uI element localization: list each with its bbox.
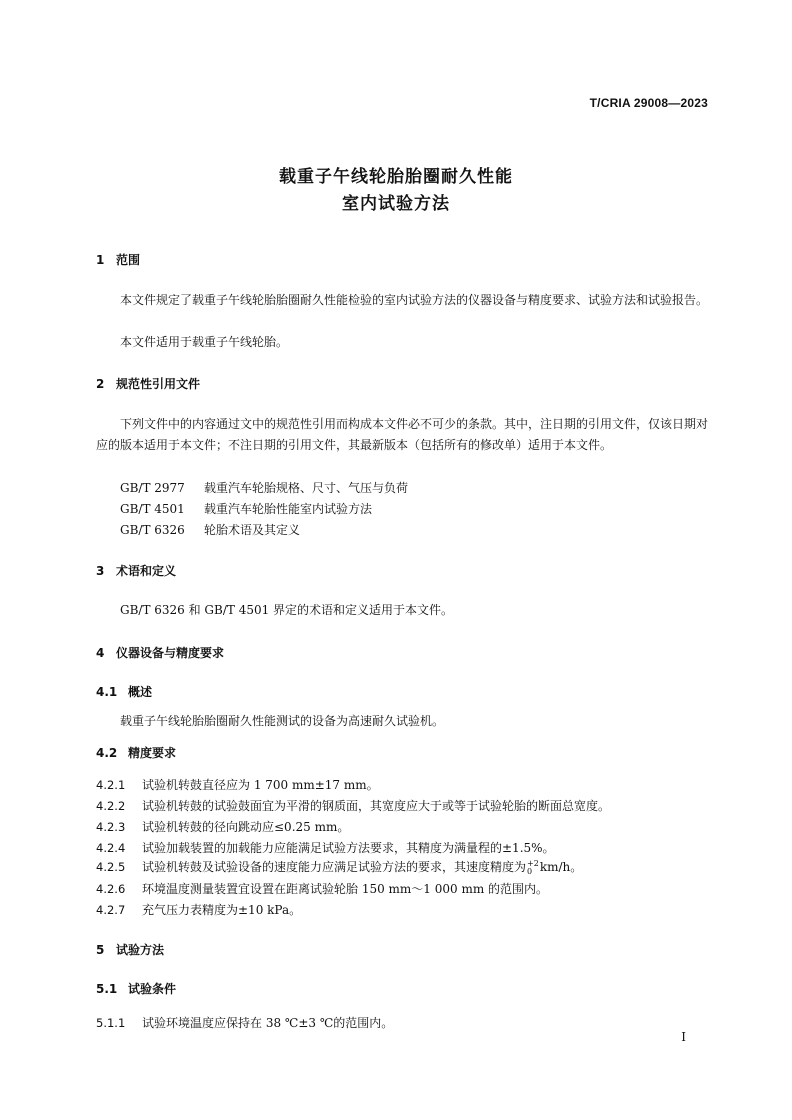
subsection-4-2-heading: [96, 744, 176, 761]
reference-code: GB/T 4501: [120, 502, 185, 516]
clause-text: 试验机转鼓及试验设备的速度能力应满足试验方法的要求，其速度精度为: [142, 860, 527, 874]
page-number: I: [681, 1030, 686, 1044]
subsection-title: 试验条件: [128, 982, 177, 996]
subsection-title: 概述: [128, 685, 153, 699]
clause-text: 试验机转鼓的径向跳动应≤0.25 mm。: [142, 820, 350, 834]
subsection-number: 4.2: [96, 746, 118, 760]
clause-text: 试验机转鼓直径应为 1 700 mm±17 mm。: [142, 778, 379, 792]
clause-item: [96, 818, 349, 835]
subsection-5-1-heading: [96, 980, 176, 997]
subsection-number: 5.1: [96, 982, 118, 996]
clause-item: [96, 1014, 393, 1031]
section-3-heading: [96, 562, 176, 579]
section-1-heading: [96, 251, 140, 268]
document-title-line2: 室内试验方法: [342, 194, 450, 214]
clause-number: 4.2.2: [96, 799, 126, 813]
subsection-4-1-heading: [96, 683, 152, 700]
section-number: 3: [96, 564, 105, 578]
section-number: 5: [96, 943, 105, 957]
clause-item: [96, 797, 610, 814]
clause-number: 4.2.3: [96, 820, 126, 834]
subsection-4-1-paragraph: 载重子午线轮胎胎圈耐久性能测试的设备为高速耐久试验机。: [120, 714, 445, 728]
reference-title: 轮胎术语及其定义: [204, 523, 301, 537]
clause-number: 4.2.1: [96, 778, 126, 792]
clause-text: 试验机转鼓的试验鼓面宜为平滑的钢质面，其宽度应大于或等于试验轮胎的断面总宽度。: [142, 799, 611, 813]
section-title: 试验方法: [116, 943, 165, 957]
clause-item: [96, 858, 582, 876]
reference-title: 载重汽车轮胎规格、尺寸、气压与负荷: [204, 481, 409, 495]
clause-number: 4.2.4: [96, 841, 126, 855]
clause-item: [96, 839, 555, 856]
reference-item: [120, 500, 372, 517]
subsection-number: 4.1: [96, 685, 118, 699]
clause-text: 试验环境温度应保持在 38 ℃±3 ℃的范围内。: [142, 1016, 394, 1030]
reference-title: 载重汽车轮胎性能室内试验方法: [204, 502, 373, 516]
section-title: 规范性引用文件: [116, 377, 201, 391]
tolerance-lower: 0: [527, 866, 533, 876]
document-code: T/CRIA 29008—2023: [589, 96, 708, 110]
clause-text: 试验加载装置的加载能力应能满足试验方法要求，其精度为满量程的±1.5%。: [142, 841, 555, 855]
section-title: 仪器设备与精度要求: [116, 646, 225, 660]
section-2-paragraph-1: 下列文件中的内容通过文中的规范性引用而构成本文件必不可少的条款。其中，注日期的引用文件，仅该日期对应的版本适用于本文件；不注日期的引用文件，其最新版本（包括所有的修改单）适用于本文件。: [96, 417, 709, 452]
clause-number: 4.2.7: [96, 903, 126, 917]
section-2-heading: [96, 375, 200, 392]
section-title: 术语和定义: [116, 564, 177, 578]
clause-text: 环境温度测量装置宜设置在距离试验轮胎 150 mm～1 000 mm 的范围内。: [142, 882, 549, 896]
clause-item: [96, 776, 379, 793]
reference-item: [120, 521, 300, 538]
section-4-heading: [96, 644, 224, 661]
clause-item: [96, 880, 548, 897]
section-1-paragraph-2: 本文件适用于载重子午线轮胎。: [120, 335, 289, 349]
clause-number: 4.2.6: [96, 882, 126, 896]
tolerance-upper: +2: [527, 858, 539, 868]
section-3-paragraph-1: GB/T 6326 和 GB/T 4501 界定的术语和定义适用于本文件。: [120, 603, 454, 617]
clause-number: 4.2.5: [96, 860, 126, 874]
clause-item: [96, 901, 301, 918]
section-title: 范围: [116, 253, 141, 267]
reference-code: GB/T 6326: [120, 523, 185, 537]
clause-text: 充气压力表精度为±10 kPa。: [142, 903, 302, 917]
section-number: 2: [96, 377, 105, 391]
clause-number: 5.1.1: [96, 1016, 126, 1030]
speed-tolerance: [527, 860, 539, 876]
section-number: 1: [96, 253, 105, 267]
section-5-heading: [96, 941, 164, 958]
section-1-paragraph-1: 本文件规定了载重子午线轮胎胎圈耐久性能检验的室内试验方法的仪器设备与精度要求、试验方法和试验报告。: [120, 293, 709, 307]
subsection-title: 精度要求: [128, 746, 177, 760]
reference-item: [120, 479, 408, 496]
section-number: 4: [96, 646, 105, 660]
document-title-line1: 载重子午线轮胎胎圈耐久性能: [279, 167, 513, 187]
clause-text-tail: km/h。: [539, 860, 583, 874]
reference-code: GB/T 2977: [120, 481, 185, 495]
